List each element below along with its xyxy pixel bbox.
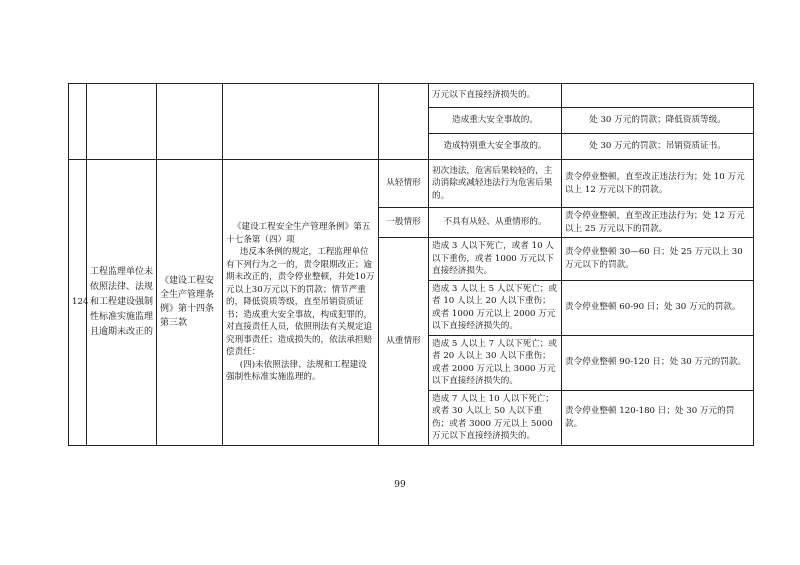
- level-general: 一般情形: [379, 208, 429, 238]
- level-cell-prev: [379, 84, 429, 160]
- legal-basis: 《建设工程安全生产管理条例》第十四条第三款: [157, 160, 223, 446]
- law-text-cell-prev: [223, 84, 379, 160]
- circumstance-cell: 不具有从轻、从重情形的。: [429, 208, 562, 238]
- circumstance-cell: 初次违法，危害后果较轻的，主动消除或减轻违法行为危害后果的。: [429, 160, 562, 208]
- level-lenient: 从轻情形: [379, 160, 429, 208]
- circumstance-cell: 造成重大安全事故的。: [429, 108, 562, 134]
- basis-cell-prev: [157, 84, 223, 160]
- penalty-cell: 责令停业整顿，直至改正违法行为；处 12 万元以上 25 万元以下的罚款。: [562, 208, 754, 238]
- circumstance-cell: 造成 5 人以上 7 人以下死亡；或者 20 人以上 30 人以下重伤；或者 2000 万元以上 3000 万元以下直接经济损失的。: [429, 335, 562, 390]
- level-severe: 从重情形: [379, 238, 429, 446]
- penalty-cell: 责令停业整顿 120-180 日；处 30 万元的罚款。: [562, 390, 754, 445]
- page-number: 99: [394, 480, 406, 490]
- table-row: [69, 84, 754, 108]
- seq-number: 124: [69, 160, 87, 446]
- circumstance-cell: 万元以下直接经济损失的。: [429, 84, 562, 108]
- circumstance-cell: 造成 3 人以上 5 人以下死亡；或者 10 人以上 20 人以下重伤；或者 1000 万元以上 2000 万元以下直接经济损失的。: [429, 280, 562, 335]
- violation-description: 工程监理单位未依照法律、法规和工程建设强制性标准实施监理且逾期未改正的: [87, 160, 157, 446]
- penalty-cell: 处 30 万元的罚款；吊销资质证书。: [562, 134, 754, 160]
- penalty-cell: [562, 84, 754, 108]
- law-text-body: 违反本条例的规定，工程监理单位有下列行为之一的，责令限期改正；逾期未改正的，责令停业整顿，并处10万元以上30万元以下的罚款；情节严重的，降低资质等级，直至吊销资质证书；造成重大安全事故，构成犯罪的，对直接责任人员，依照刑法有关规定追究刑事责任；造成损失的，依法承担赔偿责任：: [226, 247, 375, 357]
- penalty-cell: 责令停业整顿，直至改正违法行为；处 10 万元以上 12 万元以下的罚款。: [562, 160, 754, 208]
- penalty-table: [68, 83, 754, 446]
- violation-cell-prev: [87, 84, 157, 160]
- table-row: [69, 160, 754, 208]
- circumstance-cell: 造成 7 人以上 10 人以下死亡；或者 30 人以上 50 人以下重伤；或者 3000 万元以上 5000 万元以下直接经济损失的。: [429, 390, 562, 445]
- penalty-cell: 责令停业整顿 90-120 日；处 30 万元的罚款。: [562, 335, 754, 390]
- seq-cell-prev: [69, 84, 87, 160]
- law-text: [223, 160, 379, 446]
- penalty-cell: 责令停业整顿 60-90 日；处 30 万元的罚款。: [562, 280, 754, 335]
- penalty-cell: 处 30 万元的罚款；降低资质等级。: [562, 108, 754, 134]
- law-text-item: (四)未依照法律、法规和工程建设强制性标准实施监理的。: [226, 359, 367, 382]
- penalty-cell: 责令停业整顿 30—60 日；处 25 万元以上 30 万元以下的罚款。: [562, 238, 754, 281]
- law-text-title: 《建设工程安全生产管理条例》第五十七条第（四）项: [226, 222, 371, 245]
- circumstance-cell: 造成特别重大安全事故的。: [429, 134, 562, 160]
- circumstance-cell: 造成 3 人以下死亡，或者 10 人以下重伤，或者 1000 万元以下直接经济损失。: [429, 238, 562, 281]
